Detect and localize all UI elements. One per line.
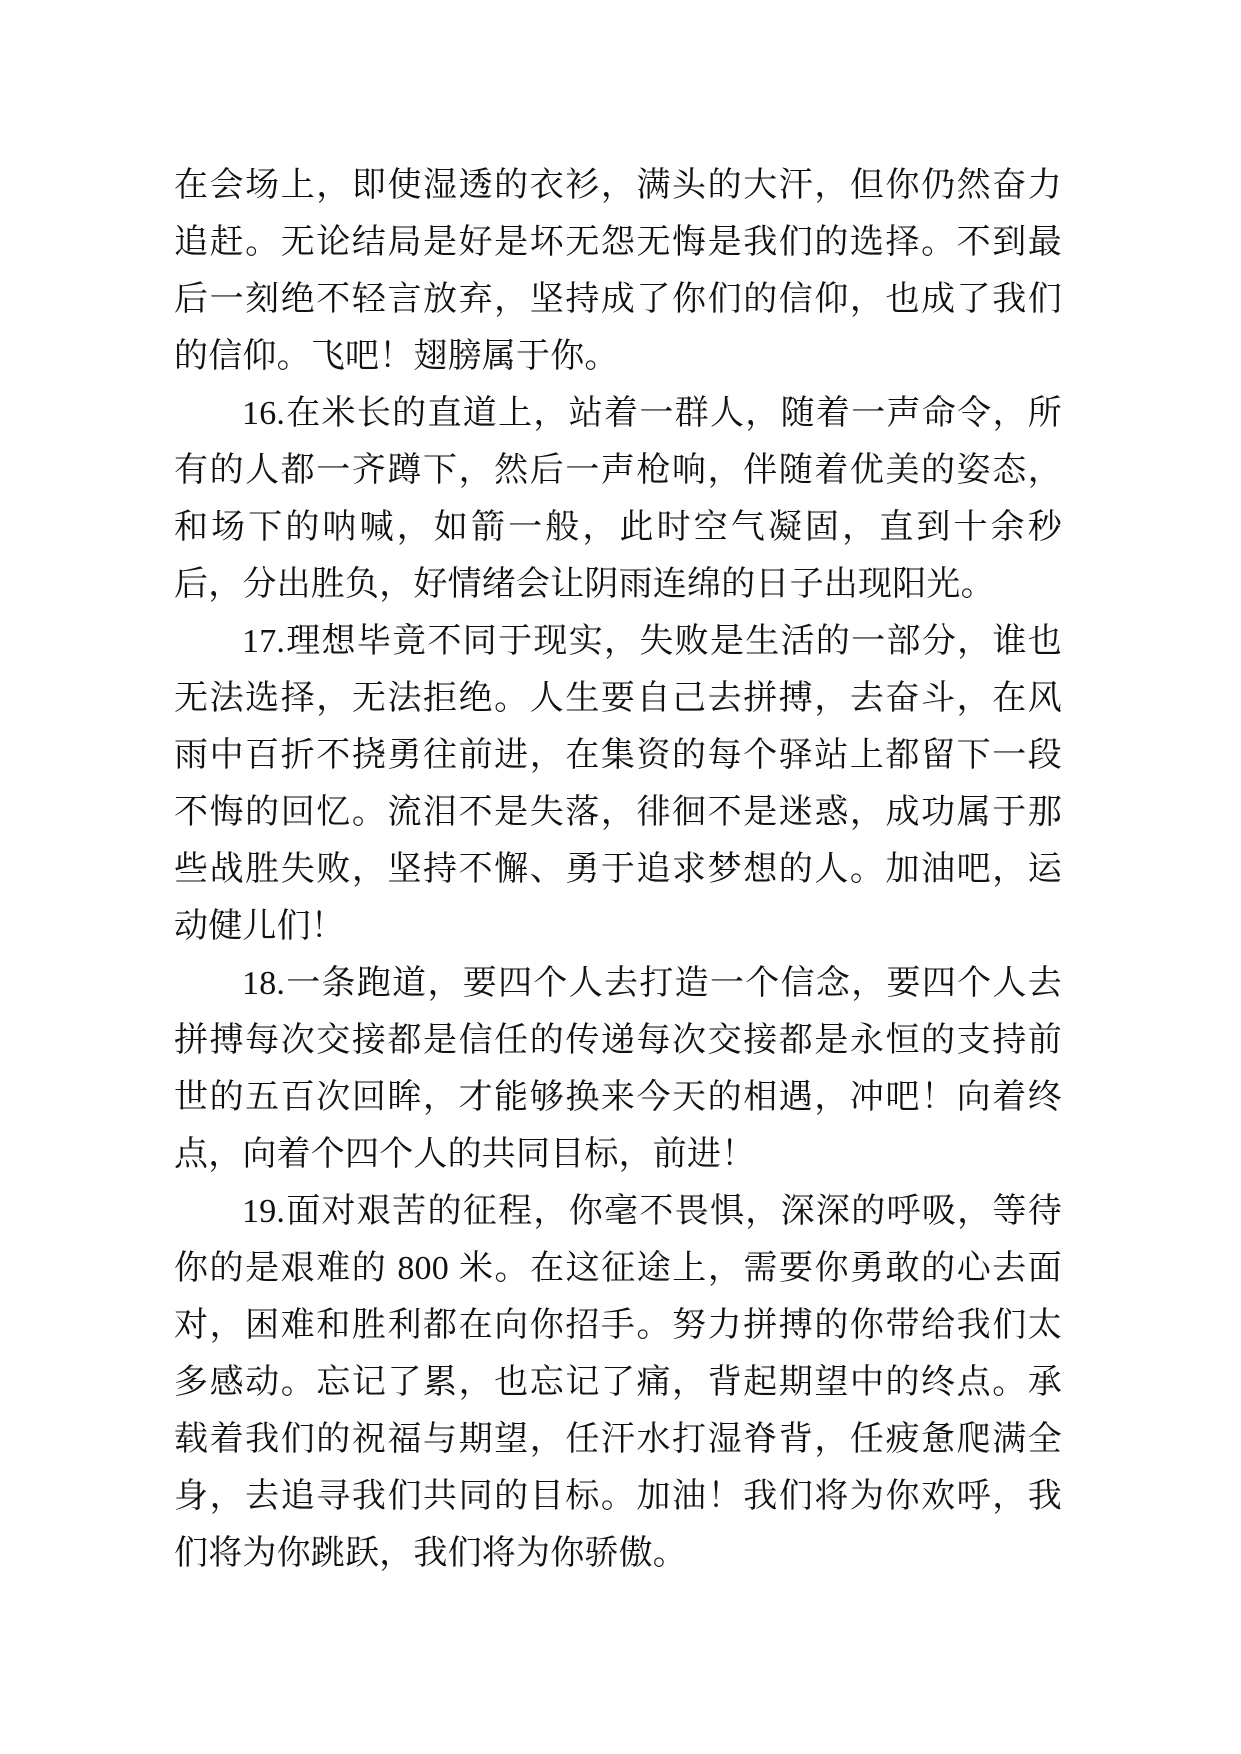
paragraph-16: 16.在米长的直道上，站着一群人，随着一声命令，所有的人都一齐蹲下，然后一声枪响，伴随着优美的姿态，和场下的呐喊，如箭一般，此时空气凝固，直到十余秒后，分出胜负，好情绪会让阴雨连绵的日子出现阳光。 — [174, 395, 1062, 603]
paragraph-19: 19.面对艰苦的征程，你毫不畏惧，深深的呼吸，等待你的是艰难的 800 米。在这征途上，需要你勇敢的心去面对，困难和胜利都在向你招手。努力拼搏的你带给我们太多感动。忘记了累，也忘记了痛，背起期望中的终点。承载着我们的祝福与期望，任汗水打湿脊背，任疲惫爬满全身，去追寻我们共同的目标。加油！我们将为你欢呼，我们将为你跳跃，我们将为你骄傲。 — [174, 1193, 1062, 1572]
paragraph-15-continuation: 在会场上，即使湿透的衣衫，满头的大汗，但你仍然奋力追赶。无论结局是好是坏无怨无悔是我们的选择。不到最后一刻绝不轻言放弃，坚持成了你们的信仰，也成了我们的信仰。飞吧！翅膀属于你。 — [174, 167, 1062, 375]
paragraph-17: 17.理想毕竟不同于现实，失败是生活的一部分，谁也无法选择，无法拒绝。人生要自己去拼搏，去奋斗，在风雨中百折不挠勇往前进，在集资的每个驿站上都留下一段不悔的回忆。流泪不是失落，徘徊不是迷惑，成功属于那些战胜失败，坚持不懈、勇于追求梦想的人。加油吧，运动健儿们！ — [174, 623, 1062, 945]
paragraph-18: 18.一条跑道，要四个人去打造一个信念，要四个人去拼搏每次交接都是信任的传递每次交接都是永恒的支持前世的五百次回眸，才能够换来今天的相遇，冲吧！向着终点，向着个四个人的共同目标，前进！ — [174, 965, 1062, 1173]
